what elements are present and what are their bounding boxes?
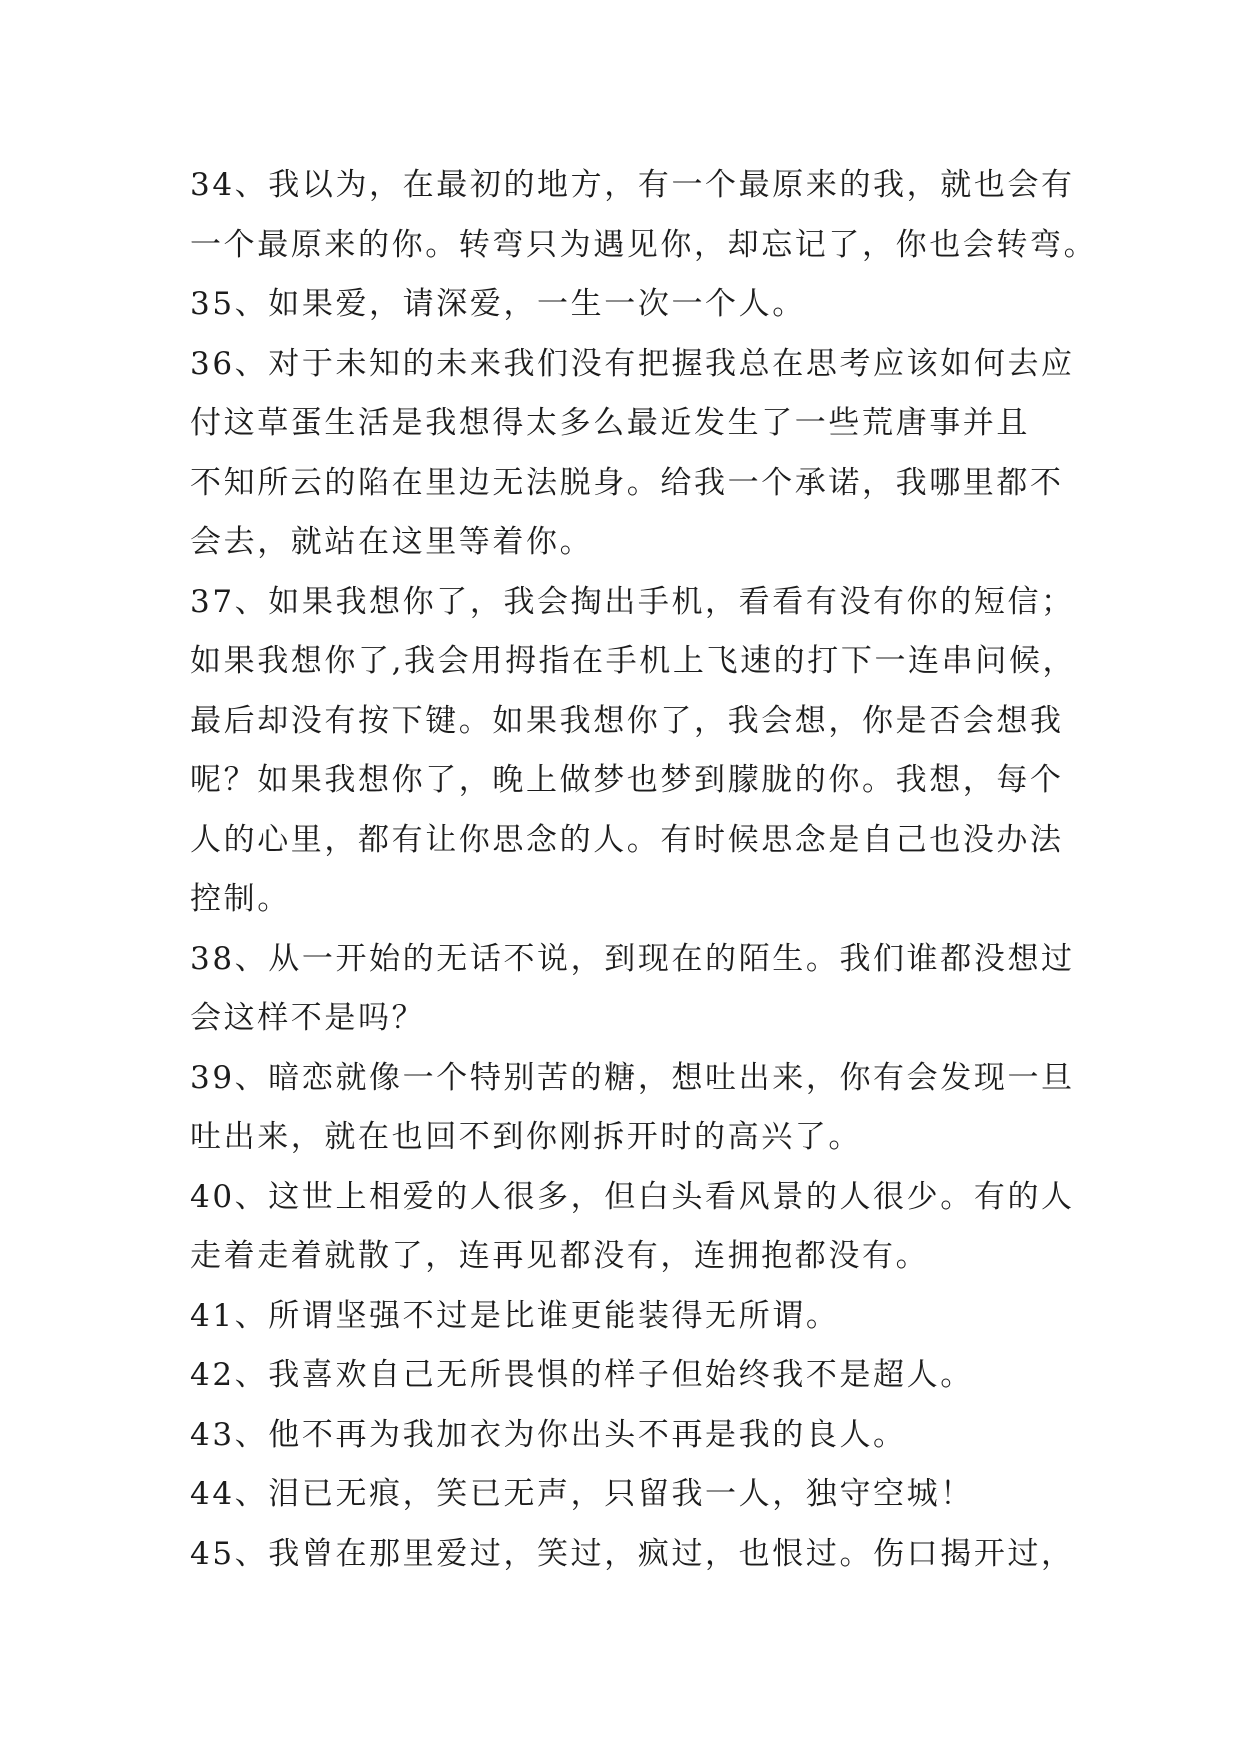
text-line: 35、如果爱，请深爱，一生一次一个人。 [190,286,806,322]
text-line: 37、如果我想你了，我会掏出手机，看看有没有你的短信； [190,583,1075,620]
text-line: 付这草蛋生活是我想得太多么最近发生了一些荒唐事并且 [190,405,1030,441]
text-line: 控制。 [190,881,291,917]
text-line: 40、这世上相爱的人很多，但白头看风景的人很少。有的人 [190,1178,1075,1215]
text-line: 43、他不再为我加衣为你出头不再是我的良人。 [190,1416,907,1453]
document-body [190,156,1098,1584]
text-line: 走着走着就散了，连再见都没有，连拥抱都没有。 [190,1238,930,1274]
text-line: 36、对于未知的未来我们没有把握我总在思考应该如何去应 [190,345,1075,382]
text-line: 34、我以为，在最初的地方，有一个最原来的我，就也会有 [190,167,1075,203]
text-line: 呢？如果我想你了，晚上做梦也梦到朦胧的你。我想，每个 [190,762,1064,798]
text-line: 人的心里，都有让你思念的人。有时候思念是自己也没办法 [190,821,1064,858]
text-line: 42、我喜欢自己无所畏惧的样子但始终我不是超人。 [190,1357,974,1393]
text-line: 如果我想你了,我会用拇指在手机上飞速的打下一连串问候， [190,643,1077,679]
text-line: 吐出来，就在也回不到你刚拆开时的高兴了。 [190,1119,862,1155]
text-line: 41、所谓坚强不过是比谁更能装得无所谓。 [190,1297,840,1334]
text-line: 一个最原来的你。转弯只为遇见你，却忘记了，你也会转弯。 [190,226,1098,263]
text-line: 会这样不是吗？ [190,1000,426,1036]
text-line: 39、暗恋就像一个特别苦的糖，想吐出来，你有会发现一旦 [190,1059,1075,1096]
text-line: 44、泪已无痕，笑已无声，只留我一人，独守空城！ [190,1476,974,1512]
text-line: 最后却没有按下键。如果我想你了，我会想，你是否会想我 [190,702,1064,739]
text-line: 不知所云的陷在里边无法脱身。给我一个承诺，我哪里都不 [190,464,1064,501]
text-line: 会去，就站在这里等着你。 [190,524,594,560]
text-line: 45、我曾在那里爱过，笑过，疯过，也恨过。伤口揭开过， [190,1535,1075,1572]
text-line: 38、从一开始的无话不说，到现在的陌生。我们谁都没想过 [190,940,1075,977]
